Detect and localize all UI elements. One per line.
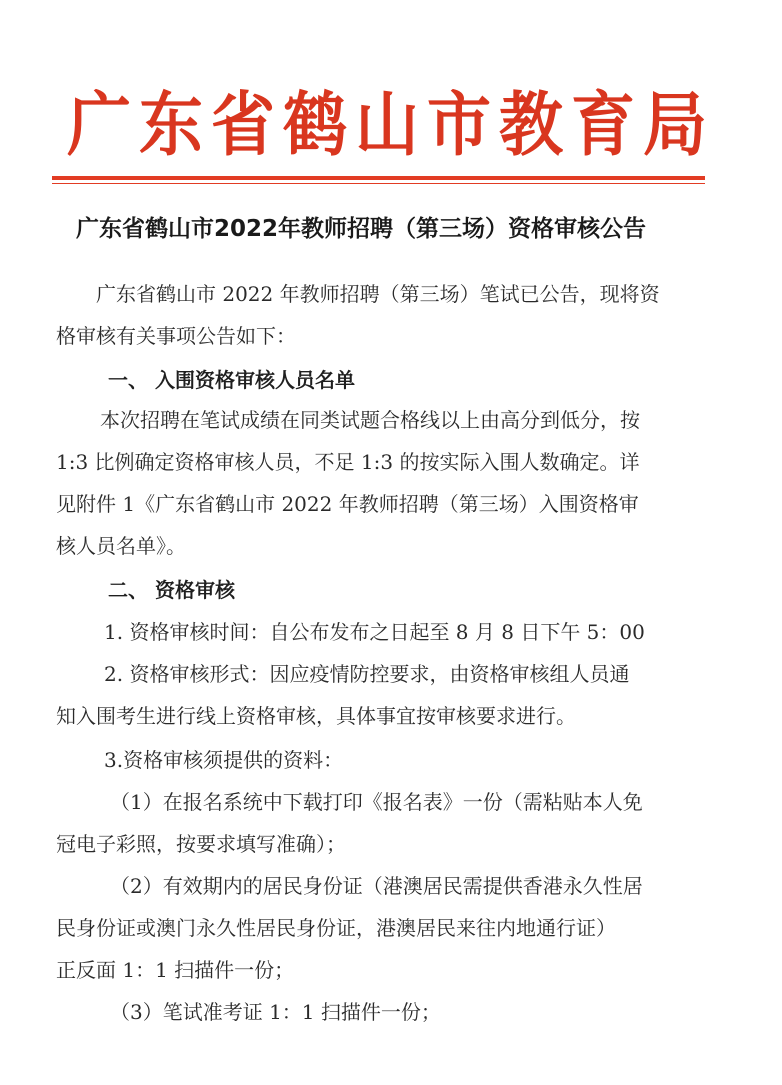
section-2-item-2-line-2: 知入围考生进行线上资格审核，具体事宜按审核要求进行。 [56,704,576,728]
intro-line-1: 广东省鹤山市 2022 年教师招聘（第三场）笔试已公告，现将资 [96,282,660,306]
section-2-item-2-line-1: 2. 资格审核形式：因应疫情防控要求，由资格审核组人员通 [104,662,630,686]
materials-item-2-line-2: 民身份证或澳门永久性居民身份证，港澳居民来往内地通行证） [56,916,616,940]
letterhead-red-rule [52,176,705,180]
materials-item-3: （3）笔试准考证 1：1 扫描件一份； [110,1000,441,1024]
section-1-line-1: 本次招聘在笔试成绩在同类试题合格线以上由高分到低分，按 [100,408,640,432]
document-title: 广东省鹤山市2022年教师招聘（第三场）资格审核公告 [76,216,647,242]
section-1-line-3: 见附件 1《广东省鹤山市 2022 年教师招聘（第三场）入围资格审 [56,492,639,516]
materials-item-1-line-1: （1）在报名系统中下载打印《报名表》一份（需粘贴本人免 [110,790,643,814]
materials-item-2-line-3: 正反面 1：1 扫描件一份； [56,958,295,982]
materials-item-2-line-1: （2）有效期内的居民身份证（港澳居民需提供香港永久性居 [110,874,643,898]
section-2-item-1: 1. 资格审核时间：自公布发布之日起至 8 月 8 日下午 5：00 [104,620,645,644]
section-1-line-2: 1:3 比例确定资格审核人员，不足 1:3 的按实际入围人数确定。详 [56,450,640,474]
letterhead-red-rule-thin [52,183,705,184]
intro-line-2: 格审核有关事项公告如下： [56,324,296,348]
materials-item-1-line-2: 冠电子彩照，按要求填写准确）； [56,832,346,856]
letterhead-org-name: 广东省鹤山市教育局 [67,86,715,166]
section-2-heading: 二、 资格审核 [108,578,235,602]
section-2-item-3-heading: 3.资格审核须提供的资料： [104,748,344,772]
section-1-line-4: 核人员名单》。 [56,534,186,558]
section-1-heading: 一、 入围资格审核人员名单 [108,368,355,392]
